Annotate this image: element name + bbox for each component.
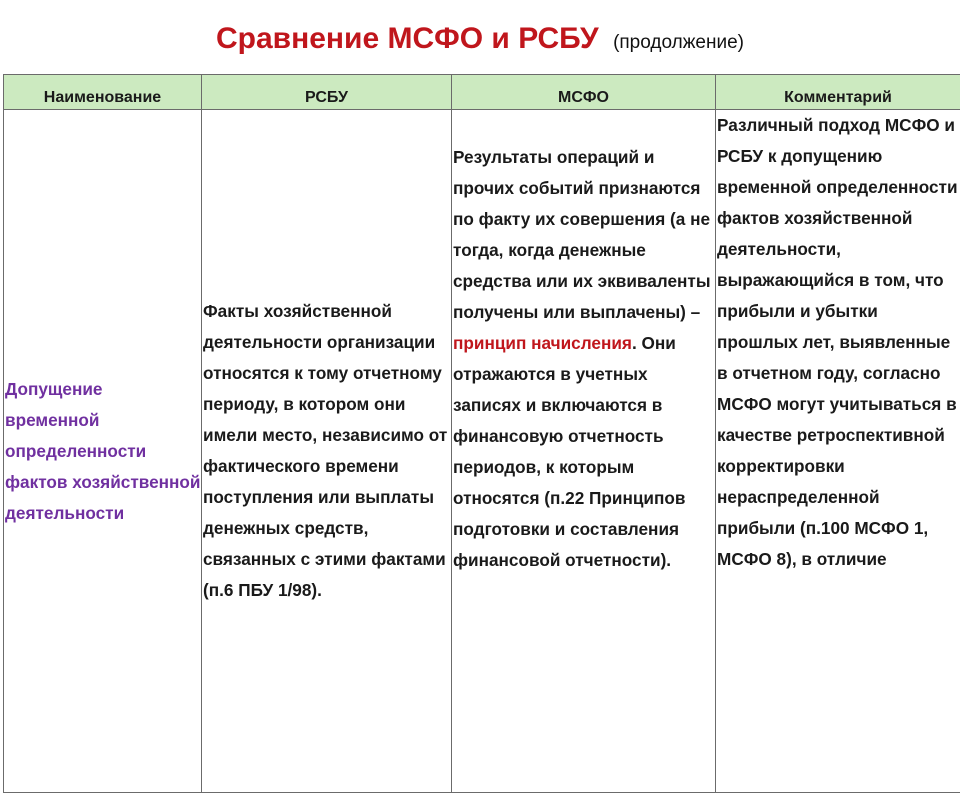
table-row [4, 110, 960, 793]
cell-name: Допущение временной определенности фактов хозяйственной деятельности [4, 110, 202, 793]
header-name: Наименование [4, 75, 202, 110]
cell-msfo [452, 110, 716, 793]
comparison-table [3, 74, 960, 793]
header-comment: Комментарий [716, 75, 960, 110]
cell-rsbu: Факты хозяйственной деятельности организации относятся к тому отчетному периоду, в котором они имели место, независимо от фактического времени поступления или выплаты денежных средств, связанных с этими фактами (п.6 ПБУ 1/98). [202, 110, 452, 793]
title-main: Сравнение МСФО и РСБУ [216, 22, 599, 55]
header-msfo: МСФО [452, 75, 716, 110]
msfo-highlight: принцип начисления [453, 333, 632, 353]
table-header-row [4, 75, 960, 110]
msfo-text-part2: . Они отражаются в учетных записях и включаются в финансовую отчетность периодов, к которым относятся (п.22 Принципов подготовки и составления финансовой отчетности). [453, 333, 685, 570]
slide-title [0, 22, 960, 56]
msfo-text-part1: Результаты операций и прочих событий признаются по факту их совершения (а не тогда, когда денежные средства или их эквиваленты получены или выплачены) – [453, 147, 711, 322]
header-rsbu: РСБУ [202, 75, 452, 110]
title-subtitle: (продолжение) [613, 32, 744, 53]
cell-comment: Различный подход МСФО и РСБУ к допущению временной определенности фактов хозяйственной деятельности, выражающийся в том, что прибыли и убытки прошлых лет, выявленные в отчетном году, согласно МСФО могут учитываться в качестве ретроспективной корректировки нераспределенной прибыли (п.100 МСФО 1, МСФО 8), в отличие [716, 110, 960, 793]
